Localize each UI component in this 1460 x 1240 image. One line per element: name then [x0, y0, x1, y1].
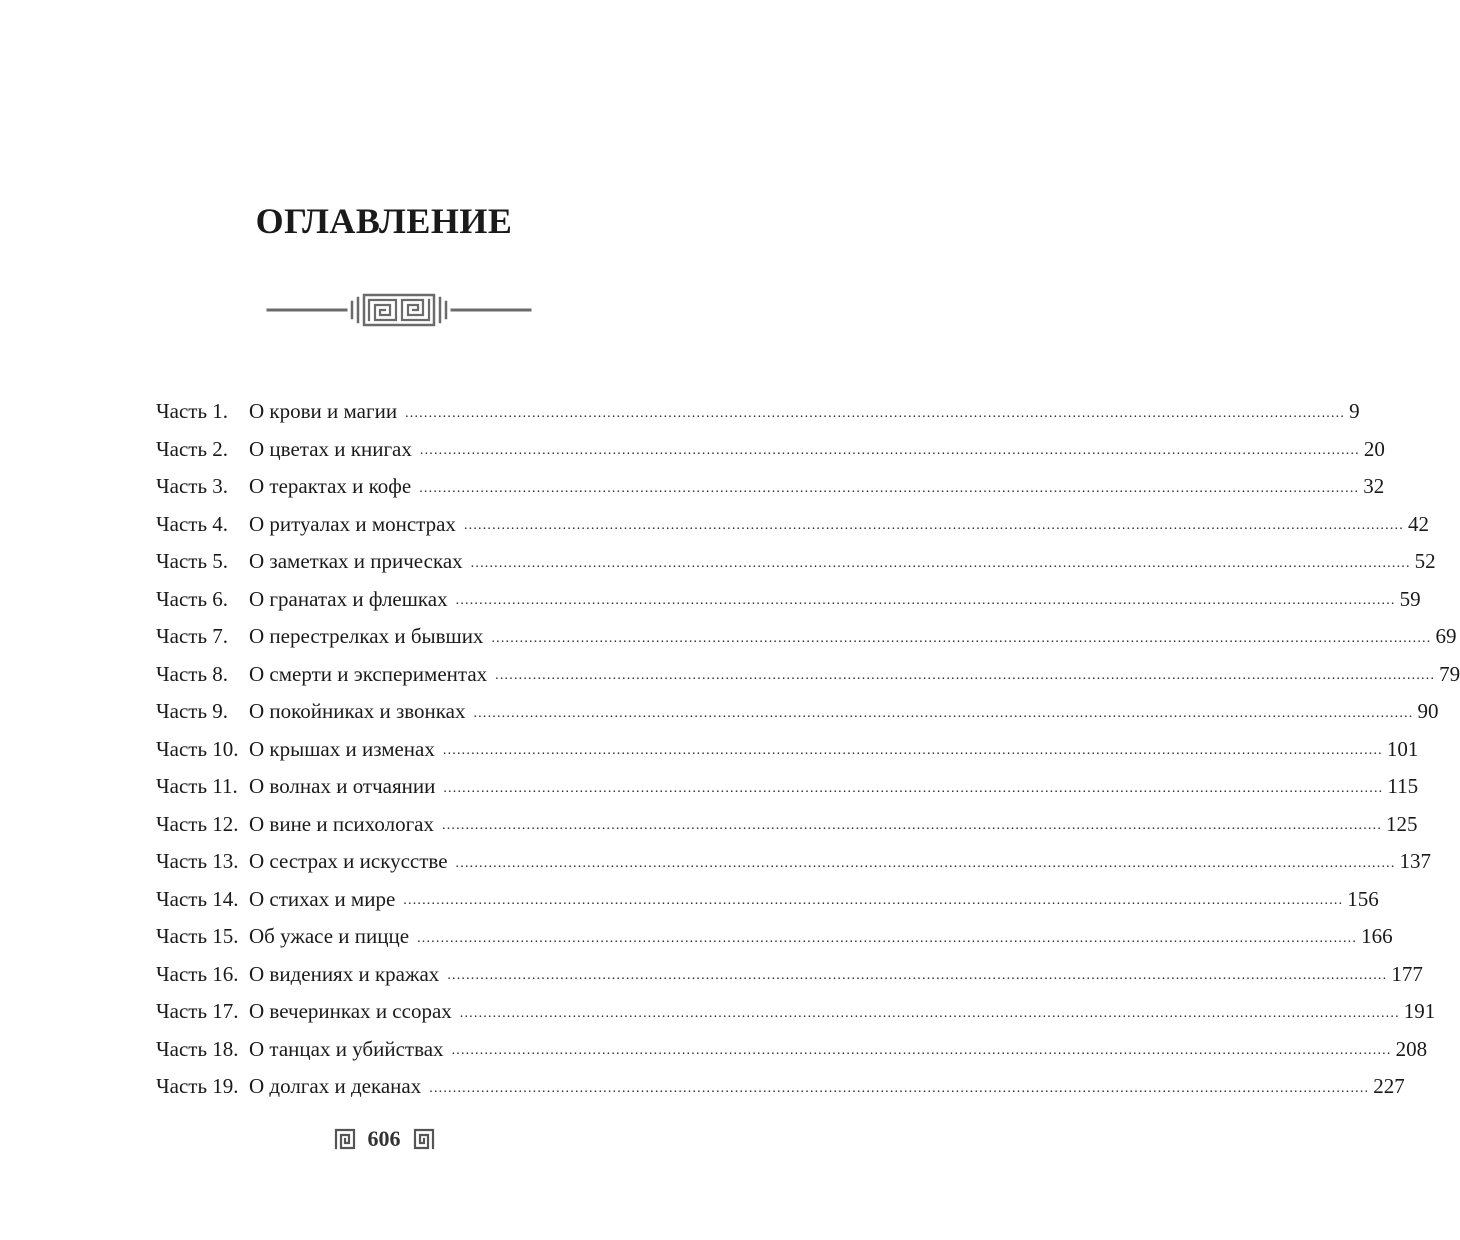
greek-key-ornament-icon	[268, 292, 530, 328]
toc-dot-leader: ........................................................................................................................................................................................................	[470, 555, 1411, 571]
toc-entry	[156, 843, 1432, 881]
toc-dot-leader: ........................................................................................................................................................................................................	[405, 405, 1346, 421]
toc-chapter-title: О смерти и экспериментах	[249, 661, 488, 686]
toc-page-number: 177	[1391, 961, 1423, 986]
toc-chapter-title: Об ужасе и пицце	[249, 924, 410, 949]
toc-chapter-title: О терактах и кофе	[249, 474, 412, 499]
toc-chapter-title: О волнах и отчаянии	[249, 774, 436, 799]
toc-dot-leader: ........................................................................................................................................................................................................	[419, 443, 1360, 459]
toc-entry	[156, 543, 1436, 581]
toc-chapter-title: О крови и магии	[249, 399, 398, 424]
toc-part-label: Часть 16.	[156, 961, 239, 986]
toc-part-label: Часть 7.	[156, 624, 229, 649]
toc-page-number: 101	[1386, 736, 1419, 761]
toc-dot-leader: ........................................................................................................................................................................................................	[495, 668, 1436, 684]
toc-part-label: Часть 2.	[156, 436, 229, 461]
toc-page-number: 137	[1399, 849, 1432, 874]
toc-chapter-title: О гранатах и флешках	[249, 586, 448, 611]
greek-key-icon	[413, 1128, 435, 1150]
toc-part-label: Часть 5.	[156, 549, 229, 574]
toc-entry	[156, 956, 1423, 994]
toc-page-number: 191	[1403, 999, 1436, 1024]
page-title: ОГЛАВЛЕНИЕ	[255, 201, 513, 241]
page-number: 606	[367, 1126, 401, 1151]
toc-page-number: 32	[1363, 474, 1385, 499]
toc-page-number: 69	[1435, 624, 1457, 649]
toc-part-label: Часть 11.	[156, 774, 238, 799]
table-of-contents	[156, 393, 1460, 1106]
toc-chapter-title: О ритуалах и монстрах	[249, 511, 456, 536]
toc-dot-leader: ........................................................................................................................................................................................................	[455, 855, 1396, 871]
toc-part-label: Часть 3.	[156, 474, 229, 499]
toc-part-label: Часть 17.	[156, 999, 239, 1024]
toc-entry	[156, 656, 1460, 694]
toc-entry	[156, 506, 1429, 544]
toc-entry	[156, 806, 1418, 844]
toc-dot-leader: ........................................................................................................................................................................................................	[419, 480, 1360, 496]
toc-part-label: Часть 19.	[156, 1074, 239, 1099]
toc-entry	[156, 618, 1457, 656]
toc-entry	[156, 768, 1419, 806]
toc-dot-leader: ........................................................................................................................................................................................................	[459, 1005, 1400, 1021]
toc-entry	[156, 918, 1393, 956]
toc-entry	[156, 581, 1421, 619]
greek-key-icon	[334, 1128, 356, 1150]
toc-part-label: Часть 14.	[156, 886, 239, 911]
toc-page-number: 156	[1347, 886, 1379, 911]
toc-dot-leader: ........................................................................................................................................................................................................	[403, 893, 1344, 909]
toc-page-number: 42	[1407, 511, 1429, 536]
toc-part-label: Часть 12.	[156, 811, 239, 836]
toc-part-label: Часть 13.	[156, 849, 239, 874]
toc-chapter-title: О долгах и деканах	[249, 1074, 422, 1099]
toc-chapter-title: О заметках и прическах	[249, 549, 463, 574]
toc-page-number: 9	[1349, 399, 1360, 424]
toc-chapter-title: О вечеринках и ссорах	[249, 999, 452, 1024]
toc-page-number: 90	[1417, 699, 1439, 724]
toc-part-label: Часть 10.	[156, 736, 239, 761]
toc-page-number: 208	[1395, 1036, 1428, 1061]
toc-page-number: 166	[1361, 924, 1393, 949]
toc-entry	[156, 731, 1419, 769]
toc-page-number: 20	[1363, 436, 1385, 461]
toc-part-label: Часть 8.	[156, 661, 229, 686]
page-footer	[0, 1126, 768, 1152]
toc-part-label: Часть 1.	[156, 399, 229, 424]
toc-entry	[156, 1068, 1405, 1106]
toc-dot-leader: ........................................................................................................................................................................................................	[451, 1043, 1392, 1059]
toc-entry	[156, 468, 1385, 506]
toc-chapter-title: О танцах и убийствах	[249, 1036, 444, 1061]
toc-dot-leader: ........................................................................................................................................................................................................	[447, 968, 1388, 984]
toc-dot-leader: ........................................................................................................................................................................................................	[443, 780, 1384, 796]
toc-part-label: Часть 15.	[156, 924, 239, 949]
toc-part-label: Часть 18.	[156, 1036, 239, 1061]
toc-page-number: 59	[1399, 586, 1421, 611]
toc-chapter-title: О видениях и кражах	[249, 961, 440, 986]
toc-page-number: 227	[1373, 1074, 1405, 1099]
toc-entry	[156, 1031, 1428, 1069]
toc-dot-leader: ........................................................................................................................................................................................................	[491, 630, 1432, 646]
toc-dot-leader: ........................................................................................................................................................................................................	[442, 743, 1383, 759]
toc-dot-leader: ........................................................................................................................................................................................................	[417, 930, 1358, 946]
toc-entry	[156, 693, 1439, 731]
toc-chapter-title: О цветах и книгах	[249, 436, 412, 461]
toc-part-label: Часть 9.	[156, 699, 229, 724]
toc-chapter-title: О сестрах и искусстве	[249, 849, 448, 874]
toc-entry	[156, 993, 1436, 1031]
toc-entry	[156, 431, 1385, 469]
toc-entry	[156, 881, 1379, 919]
toc-part-label: Часть 4.	[156, 511, 229, 536]
toc-dot-leader: ........................................................................................................................................................................................................	[473, 705, 1414, 721]
toc-chapter-title: О стихах и мире	[249, 886, 396, 911]
toc-dot-leader: ........................................................................................................................................................................................................	[463, 518, 1404, 534]
toc-dot-leader: ........................................................................................................................................................................................................	[442, 818, 1383, 834]
toc-chapter-title: О покойниках и звонках	[249, 699, 466, 724]
toc-entry	[156, 393, 1360, 431]
toc-part-label: Часть 6.	[156, 586, 229, 611]
toc-page-number: 115	[1387, 774, 1419, 799]
toc-chapter-title: О вине и психологах	[249, 811, 435, 836]
toc-page-number: 52	[1414, 549, 1436, 574]
toc-page-number: 79	[1439, 661, 1460, 686]
toc-dot-leader: ........................................................................................................................................................................................................	[455, 593, 1396, 609]
toc-page-number: 125	[1386, 811, 1418, 836]
toc-chapter-title: О перестрелках и бывших	[249, 624, 484, 649]
toc-dot-leader: ........................................................................................................................................................................................................	[429, 1080, 1370, 1096]
toc-chapter-title: О крышах и изменах	[249, 736, 435, 761]
